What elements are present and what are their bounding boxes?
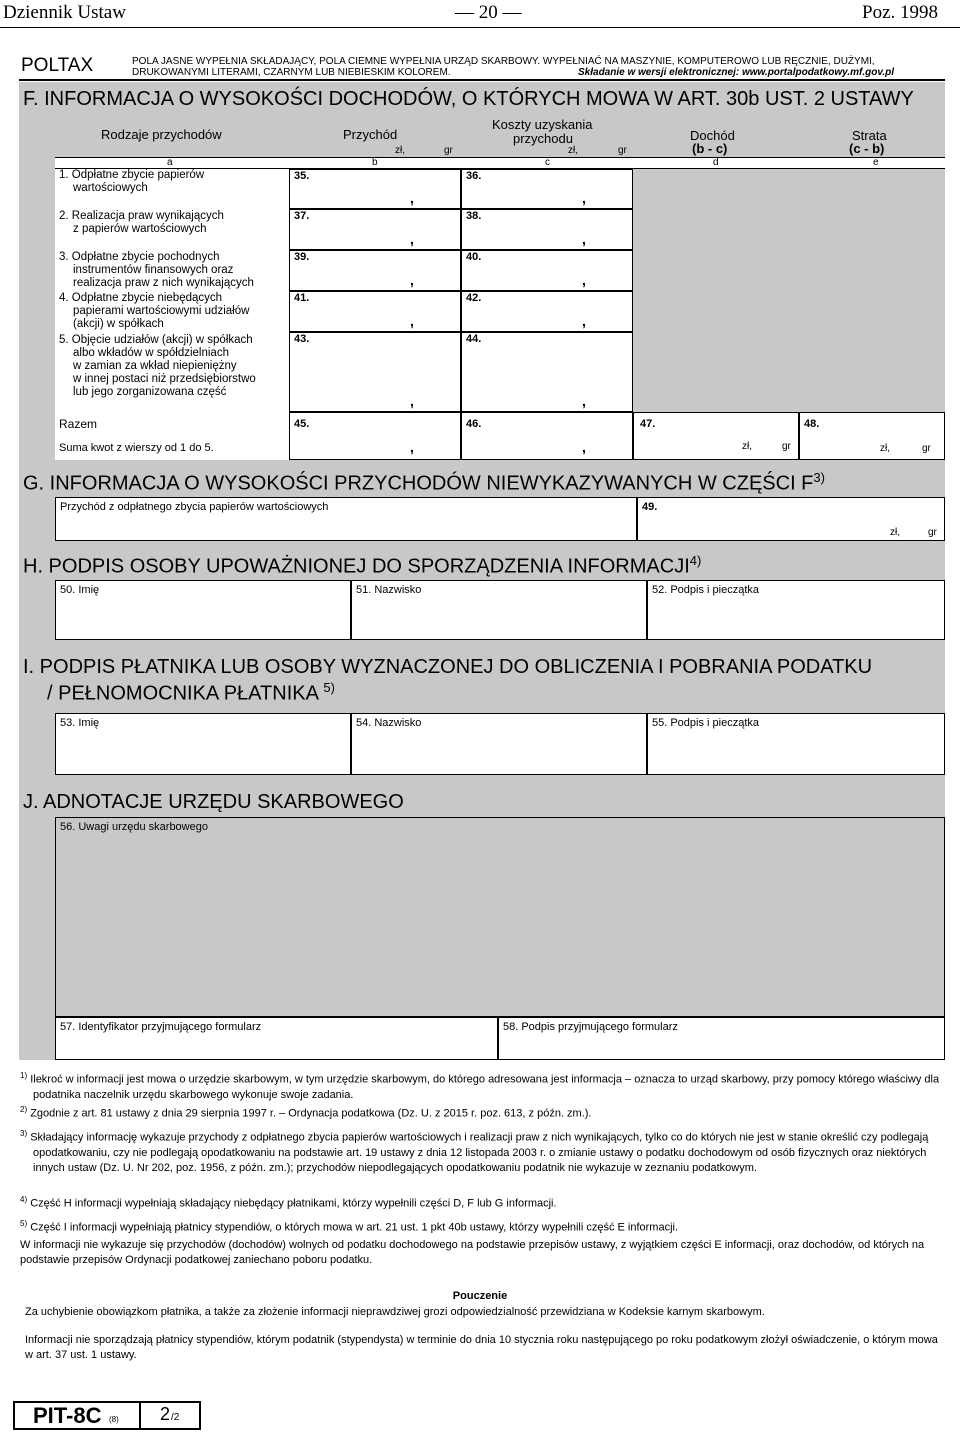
- field-43[interactable]: 43. ,: [289, 332, 461, 412]
- footnote-4: $^{4)}$ Część H informacji wypełniają składający niebędący płatnikami, którzy wypełnili części D, F lub G informacji.: [20, 1195, 557, 1210]
- field-41[interactable]: 41. ,: [289, 291, 461, 332]
- col-c-gr: gr: [618, 145, 627, 156]
- field-54[interactable]: 54. Nazwisko: [351, 713, 647, 775]
- section-g-title: G. INFORMACJA O WYSOKOŚCI PRZYCHODÓW NIEWYKAZYWANYCH W CZĘŚCI $F^{3)}$: [23, 470, 825, 495]
- section-i-title-1: I. PODPIS PŁATNIKA LUB OSOBY WYZNACZONEJ DO OBLICZENIA I POBRANIA PODATKU: [23, 656, 873, 678]
- field-37[interactable]: 37. ,: [289, 209, 461, 250]
- electronic-submission: Składanie w wersji elektronicznej: www.portalpodatkowy.mf.gov.pl: [578, 67, 894, 78]
- col-d-header-1: Dochód: [690, 128, 735, 143]
- field-38[interactable]: 38. ,: [461, 209, 633, 250]
- field-47[interactable]: 47. zł, gr: [633, 412, 799, 460]
- row-4-label: 4. Odpłatne zbycie niebędących papierami wartościowymi udziałów (akcji) w spółkach: [59, 292, 250, 330]
- position-number: Poz. 1998: [862, 2, 938, 23]
- col-c-zl: zł,: [568, 145, 578, 156]
- field-44[interactable]: 44. ,: [461, 332, 633, 412]
- field-57[interactable]: 57. Identyfikator przyjmującego formularz: [55, 1017, 498, 1060]
- total-label: Razem: [59, 417, 98, 431]
- field-58[interactable]: 58. Podpis przyjmującego formularz: [498, 1017, 945, 1060]
- field-49[interactable]: 49. zł, gr: [637, 497, 945, 541]
- field-42[interactable]: 42. ,: [461, 291, 633, 332]
- letter-row: [55, 157, 945, 169]
- letter-c: c: [545, 157, 550, 168]
- col-e-header-1: Strata: [852, 128, 887, 143]
- field-56[interactable]: 56. Uwagi urzędu skarbowego: [55, 817, 945, 1017]
- page-total: /2: [171, 1412, 180, 1423]
- form-version: (8): [109, 1415, 119, 1424]
- row-2-label: 2. Realizacja praw wynikających z papierów wartościowych: [59, 210, 224, 235]
- field-35[interactable]: 35. ,: [289, 169, 461, 209]
- letter-a: a: [167, 157, 173, 168]
- page-header: [0, 0, 960, 28]
- journal-name: Dziennik Ustaw: [3, 2, 126, 23]
- section-j-title: J. ADNOTACJE URZĘDU SKARBOWEGO: [23, 791, 404, 813]
- field-53[interactable]: 53. Imię: [55, 713, 351, 775]
- field-39[interactable]: 39. ,: [289, 250, 461, 291]
- field-40[interactable]: 40. ,: [461, 250, 633, 291]
- total-note: Suma kwot z wierszy od 1 do 5.: [59, 442, 214, 454]
- pouczenie-title: Pouczenie: [452, 1290, 508, 1302]
- col-b-gr: gr: [444, 145, 453, 156]
- footnote-3: $^{3)}$ Składający informację wykazuje przychody z odpłatnego zbycia papierów wartościowych i realizacji praw z nich wynikających, tylko co do których nie jest w stanie określić czy podlegają opodatkowaniu, czy nie podlegają opodatkowaniu na podstawie art. 19 ustawy z dnia 12 listopada 2003 r. o zmianie ustawy o podatku dochodowym od osób fizycznych oraz niektórych innych ustaw (Dz. U. Nr 202, poz. 1956, z późn. zm.); przychodów niepodlegających opodatkowaniu podatnik nie wykazuje w zeznaniu podatkowym.: [20, 1129, 929, 1174]
- field-55[interactable]: 55. Podpis i pieczątka: [647, 713, 945, 775]
- footnote-1: $^{1)}$ Ilekroć w informacji jest mowa o urzędzie skarbowym, w tym urzędzie skarbowym, do którego adresowana jest informacja – oznacza to urząd skarbowy, przy pomocy którego właściwy dla podatnika naczelnik urzędu skarbowego wykonuje swoje zadania.: [20, 1071, 940, 1101]
- field-36[interactable]: 36. ,: [461, 169, 633, 209]
- field-52[interactable]: 52. Podpis i pieczątka: [647, 580, 945, 640]
- form-code: PIT-8C: [33, 1403, 102, 1428]
- fill-instructions-2: DRUKOWANYMI LITERAMI, CZARNYM LUB NIEBIESKIM KOLOREM.: [132, 67, 451, 78]
- footnote-2: $^{2)}$ Zgodnie z art. 81 ustawy z dnia 29 sierpnia 1997 r. – Ordynacja podatkowa (Dz. U. z 2015 r. poz. 613, z późn. zm.).: [20, 1105, 592, 1120]
- row-3-label: 3. Odpłatne zbycie pochodnych instrumentów finansowych oraz realizacja praw z nich wynikających: [59, 251, 254, 289]
- section-f-title: F. INFORMACJA O WYSOKOŚCI DOCHODÓW, O KTÓRYCH MOWA W ART. 30b UST. 2 USTAWY: [23, 88, 914, 110]
- pouczenie-text-2: Informacji nie sporządzają płatnicy stypendiów, którym podatnik (stypendysta) w terminie do dnia 10 stycznia roku następującego po roku podatkowym złożył oświadczenie, o którym mowa w art. 37 ust. 1 ustawy.: [25, 1334, 938, 1361]
- letter-b: b: [372, 157, 378, 168]
- col-c-header-1: Koszty uzyskania: [492, 117, 593, 132]
- field-48[interactable]: 48. zł, gr: [799, 412, 945, 460]
- col-a-header: Rodzaje przychodów: [101, 127, 222, 142]
- col-e-header-2: (c - b): [849, 141, 885, 156]
- row-1-label: 1. Odpłatne zbycie papierów wartościowych: [59, 169, 205, 194]
- field-45[interactable]: 45. ,: [289, 412, 461, 460]
- poltax-logo: POLTAX: [21, 55, 94, 76]
- page-current: 2: [160, 1404, 171, 1424]
- col-b-header: Przychód: [343, 127, 398, 142]
- form-id-box: [13, 1401, 201, 1430]
- field-46[interactable]: 46. ,: [461, 412, 633, 460]
- pouczenie-text-1: Za uchybienie obowiązkom płatnika, a także za złożenie informacji nieprawdziwej grozi odpowiedzialność przewidziana w Kodeksie karnym skarbowym.: [25, 1306, 765, 1318]
- field-51[interactable]: 51. Nazwisko: [351, 580, 647, 640]
- col-c-header-2: przychodu: [513, 131, 573, 146]
- section-h-title: H. PODPIS OSOBY UPOWAŻNIONEJ DO SPORZĄDZENIA INFORMACJI$^{4)}$: [23, 553, 702, 578]
- page-number: — 20 —: [455, 2, 522, 23]
- exemption-note: W informacji nie wykazuje się przychodów (dochodów) wolnych od podatku dochodowego na podstawie przepisów ustawy, z wyjątkiem części E informacji, oraz dochodów, od których na podstawie przepisów Ordynacji podatkowej zaniechano poboru podatku.: [20, 1239, 925, 1266]
- field-50[interactable]: 50. Imię: [55, 580, 351, 640]
- fill-instructions-1: POLA JASNE WYPEŁNIA SKŁADAJĄCY, POLA CIEMNE WYPEŁNIA URZĄD SKARBOWY. WYPEŁNIAĆ NA MASZYNIE, KOMPUTEROWO LUB RĘCZNIE, DUŻYMI,: [132, 56, 875, 67]
- footnote-5: $^{5)}$ Część I informacji wypełniają płatnicy stypendiów, o których mowa w art. 21 ust. 1 pkt 40b ustawy, którzy wypełnili część E informacji.: [20, 1219, 679, 1234]
- g-row-label: Przychód z odpłatnego zbycia papierów wartościowych: [55, 497, 637, 541]
- col-b-zl: zł,: [395, 145, 405, 156]
- letter-d: d: [713, 157, 719, 168]
- divider: [19, 79, 945, 81]
- section-i-title-2: / PEŁNOMOCNIKA PŁATNIKA $^{5)}$: [47, 680, 335, 705]
- letter-e: e: [873, 157, 879, 168]
- col-d-header-2: (b - c): [692, 141, 728, 156]
- row-5-label: 5. Objęcie udziałów (akcji) w spółkach albo wkładów w spółdzielniach w zamian za wkład niepieniężny w innej postaci niż przedsiębiorstwo lub jego zorganizowana część: [59, 334, 256, 398]
